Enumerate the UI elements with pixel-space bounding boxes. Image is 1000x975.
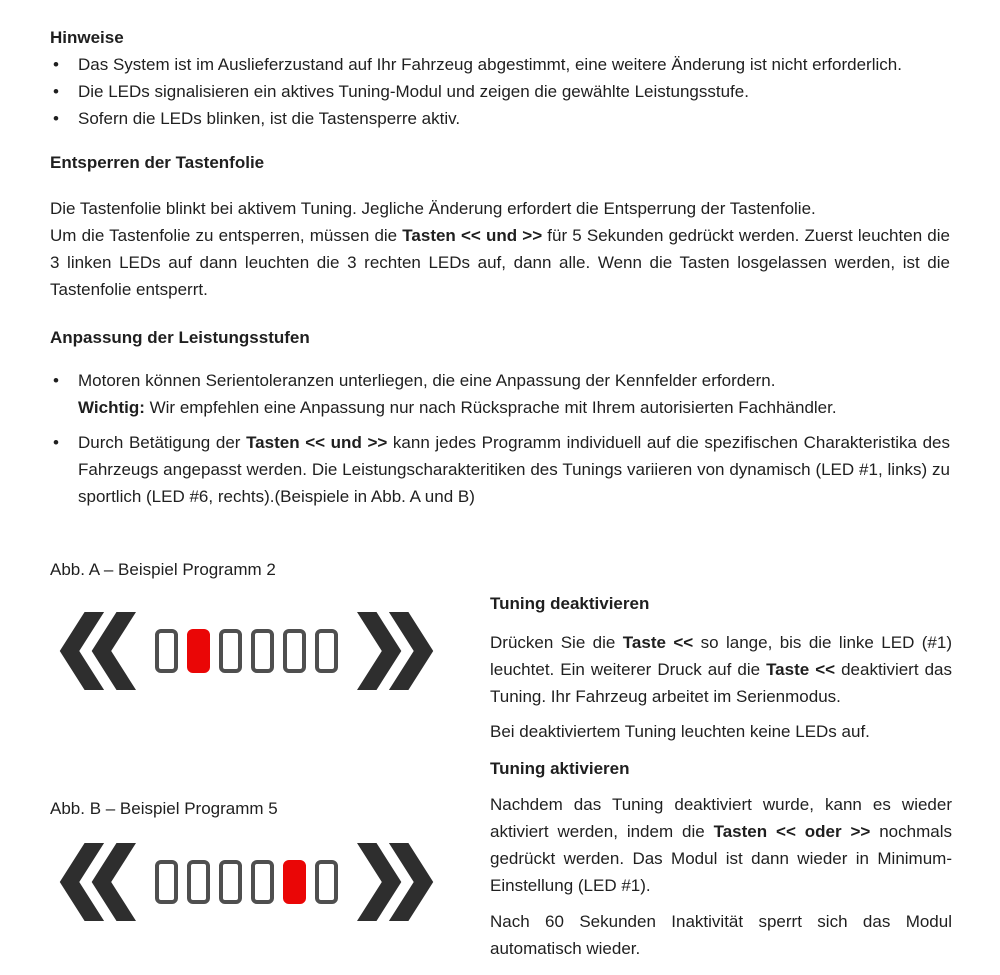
figure-b-caption: Abb. B – Beispiel Programm 5 [50,799,278,818]
anpassung-heading: Anpassung der Leistungsstufen [50,328,310,347]
led-strip [155,629,338,673]
tuning-deaktivieren-paragraph: Drücken Sie die Taste << so lange, bis die linke LED (#1) leuchtet. Ein weiterer Druck auf die Taste << deaktiviert das Tuning. Ihr Fahrzeug arbeitet im Serienmodus. [490,633,952,706]
double-chevron-right-icon [357,607,435,695]
hinweise-list [50,51,950,132]
entsperren-paragraph: Die Tastenfolie blinkt bei aktivem Tuning. Jegliche Änderung erfordert die Entsperrung der Tastenfolie. [50,199,816,218]
list-item [50,429,950,510]
tuning-deaktivieren-paragraph: Bei deaktiviertem Tuning leuchten keine LEDs auf. [490,722,870,741]
bullet-icon: • [53,55,59,74]
main-text-column [50,24,950,510]
entsperren-heading: Entsperren der Tastenfolie [50,153,265,172]
led-off [251,860,274,904]
led-off [219,860,242,904]
double-chevron-right-icon [357,838,435,926]
led-off [251,629,274,673]
hinweise-heading: Hinweise [50,28,124,47]
list-item-text: Durch Betätigung der Tasten << und >> kann jedes Programm individuell auf die spezifischen Charakteristika des Fahrzeugs angepasst werden. Die Leistungscharakteritiken des Tunings variieren von dynamisch (LED #1, links) zu sportlich (LED #6, rechts).(Beispiele in Abb. A und B) [78,433,950,506]
double-chevron-left-icon [58,838,136,926]
right-text-column [490,590,952,962]
led-off [187,860,210,904]
double-chevron-left-icon [58,607,136,695]
led-off [315,860,338,904]
list-item [50,105,950,132]
tuning-aktivieren-paragraph: Nach 60 Sekunden Inaktivität sperrt sich das Modul automatisch wieder. [490,912,952,958]
list-item-text: Motoren können Serientoleranzen unterliegen, die eine Anpassung der Kennfelder erfordern. Wichtig: Wir empfehlen eine Anpassung nur nach Rücksprache mit Ihrem autorisierten Fachhändler. [78,371,837,417]
led-strip [155,860,338,904]
list-item [50,51,950,78]
led-off [155,860,178,904]
figure-b-led-display [58,838,470,926]
led-off [219,629,242,673]
bullet-icon: • [53,82,59,101]
list-item [50,78,950,105]
figures-column [50,556,470,926]
figure-a-caption: Abb. A – Beispiel Programm 2 [50,560,276,579]
led-off [283,629,306,673]
entsperren-paragraph: Um die Tastenfolie zu entsperren, müssen die Tasten << und >> für 5 Sekunden gedrückt werden. Zuerst leuchten die 3 linken LEDs auf dann leuchten die 3 rechten LEDs auf, dann alle. Wenn die Tasten losgelassen werden, ist die Tastenfolie entsperrt. [50,226,950,299]
bullet-icon: • [53,433,59,452]
bullet-icon: • [53,109,59,128]
figure-a-led-display [58,607,470,695]
led-off [315,629,338,673]
list-item-text: Das System ist im Auslieferzustand auf Ihr Fahrzeug abgestimmt, eine weitere Änderung ist nicht erforderlich. [78,55,902,74]
led-active [187,629,210,673]
tuning-aktivieren-heading: Tuning aktivieren [490,759,630,778]
list-item [50,367,950,421]
list-item-text: Die LEDs signalisieren ein aktives Tuning-Modul und zeigen die gewählte Leistungsstufe. [78,82,749,101]
led-active [283,860,306,904]
list-item-text: Sofern die LEDs blinken, ist die Tastensperre aktiv. [78,109,461,128]
anpassung-list [50,367,950,510]
tuning-deaktivieren-heading: Tuning deaktivieren [490,594,650,613]
tuning-aktivieren-paragraph: Nachdem das Tuning deaktiviert wurde, kann es wieder aktiviert werden, indem die Tasten << oder >> nochmals gedrückt werden. Das Modul ist dann wieder in Minimum-Einstellung (LED #1). [490,795,952,895]
bullet-icon: • [53,371,59,390]
led-off [155,629,178,673]
